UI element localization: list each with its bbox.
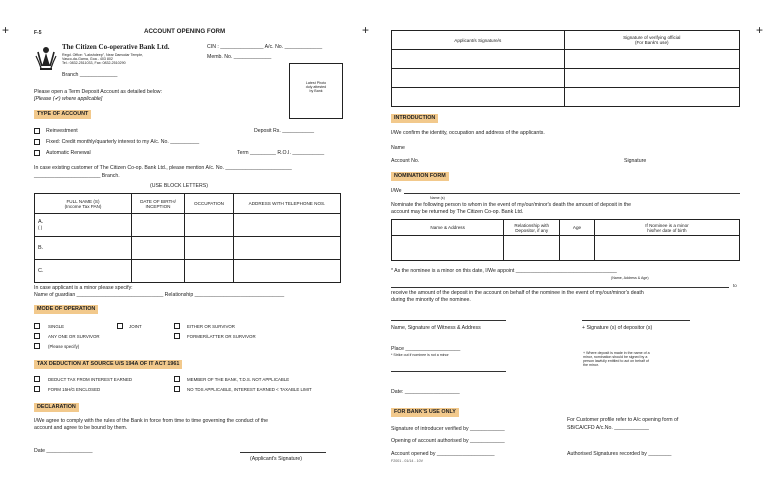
table-row: [392, 69, 740, 88]
th-verifying-official: Signature of verifying official (For Bank's use): [564, 31, 740, 50]
th-occupation: OCCUPATION: [185, 194, 234, 214]
applicant-signature-label: (Applicant's Signature): [250, 456, 303, 462]
crop-mark-right: +: [756, 23, 764, 37]
specify-label: (Please specify): [48, 344, 80, 349]
notds-checkbox[interactable]: [174, 386, 180, 392]
either-checkbox[interactable]: [174, 323, 180, 329]
single-label: SINGLE: [48, 324, 65, 329]
form-code: F-5: [34, 30, 42, 36]
name-address-age-label: (Name, Address & Age): [611, 276, 649, 280]
right-date-field[interactable]: Date: ___________________: [391, 389, 460, 395]
th-age: Age: [560, 220, 595, 236]
single-checkbox[interactable]: [34, 323, 40, 329]
declaration-line-2: account and agree to be bound by them.: [34, 425, 128, 431]
nominator-name-line[interactable]: [404, 193, 740, 194]
existing-customer-2: _______________________ Branch.: [34, 173, 120, 179]
joint-checkbox[interactable]: [117, 323, 123, 329]
th-full-name: FULL NAME (S) (Income Tax PAN): [35, 194, 132, 214]
reinvestment-label: Reinvestment: [46, 128, 78, 134]
former-label: FORMER/LATTER OR SURVIVOR: [187, 334, 256, 339]
table-row: [35, 260, 341, 283]
table-row: [35, 237, 341, 260]
intro-signature-label: Signature: [624, 158, 647, 164]
applicants-table: [34, 193, 341, 283]
photo-text-1: Latest Photo: [305, 81, 327, 85]
fixed-label: Fixed: Credit monthly/quarterly interest to my A/c. No. __________: [46, 139, 200, 145]
intro-account-no-label: Account No.: [391, 158, 420, 164]
mode-of-operation-header: MODE OF OPERATION: [34, 305, 98, 314]
reinvestment-checkbox[interactable]: [34, 128, 40, 134]
minor-note-3: person lawfully entitled to act on behalf of: [583, 359, 649, 363]
date-field[interactable]: Date ________________: [34, 448, 93, 454]
fixed-checkbox[interactable]: [34, 139, 40, 145]
witness-signature-line[interactable]: [391, 320, 506, 321]
introduction-header: INTRODUCTION: [391, 114, 438, 123]
notds-label: NO TDS APPLICABLE, INTEREST EARNED < TAXABLE LIMIT: [187, 387, 312, 392]
intro-line-2: [Please (✔) where applicable]: [34, 96, 103, 102]
row-a-paren: ( ): [38, 225, 43, 230]
bank-address-2: Vasco-da-Gama, Goa - 403 802: [62, 57, 113, 61]
receive-line-2: during the minority of the nominee.: [391, 297, 471, 303]
anyone-label: ANY ONE OR SURVIVOR: [48, 334, 100, 339]
introduction-text: I/We confirm the identity, occupation and address of the applicants.: [391, 130, 545, 136]
row-label-a: A.: [38, 219, 44, 225]
intro-name-label: Name: [391, 145, 405, 151]
applicant-signature-line[interactable]: [240, 452, 326, 453]
name-s-label: Name (s): [430, 196, 445, 200]
minor-note-1: + Where deposit is made in the name of a: [583, 351, 650, 355]
bank-phone: Tel.: 0832-2511033, Fax: 0832-2510290: [62, 61, 126, 65]
deposit-rs-field[interactable]: Deposit Rs. ___________: [254, 128, 314, 134]
nominate-line-1: Nominate the following person to whom in the event of my/our/minor's death the amount of deposit in the: [391, 202, 632, 208]
deduct-label: DEDUCT TAX FROM INTEREST EARNED: [48, 377, 133, 382]
account-opened-field[interactable]: Account opened by ____________________: [391, 451, 495, 457]
type-of-account-header: TYPE OF ACCOUNT: [34, 110, 91, 119]
bank-name: The Citizen Co-operative Bank Ltd.: [62, 43, 170, 51]
crop-mark-center: +: [362, 23, 370, 37]
auth-signatures-field[interactable]: Authorised Signatures recorded by ________: [567, 451, 672, 457]
th-minor-dob: If Nominee is a minor his/her date of birth: [594, 220, 739, 236]
table-row: [392, 50, 740, 69]
th-name-address: Name & Address: [392, 220, 504, 236]
minor-appoint-text: * As the nominee is a minor on this date, I/We appoint ___________________________________: [391, 268, 617, 274]
row-label-b[interactable]: B.: [35, 237, 132, 260]
guardian-name-line[interactable]: [391, 287, 729, 288]
row-label-c[interactable]: C.: [35, 260, 132, 283]
photo-text-3: by Bank: [309, 89, 323, 93]
footer-code: F2001 - 01/14 - 10V: [391, 459, 423, 463]
bank-logo: [34, 42, 58, 72]
photo-box: [289, 63, 343, 119]
deduct-checkbox[interactable]: [34, 376, 40, 382]
nominate-line-2: account may be returned by The Citizen Co-op. Bank Ltd.: [391, 209, 524, 215]
receive-line-1: receive the amount of the deposit in the account on behalf of the nominee in the event of my/our/minor's death: [391, 290, 644, 296]
signature-table: [391, 30, 740, 107]
either-label: EITHER OR SURVIVOR: [187, 324, 235, 329]
to-label: to: [733, 283, 737, 288]
intro-line-1: Please open a Term Deposit Account as detailed below:: [34, 89, 162, 95]
minor-note-2: minor, nomination should be signed by a: [583, 355, 648, 359]
table-row: [392, 236, 740, 261]
form15-checkbox[interactable]: [34, 386, 40, 392]
branch-field[interactable]: Branch _____________: [62, 72, 118, 78]
declaration-header: DECLARATION: [34, 403, 79, 412]
nominee-table: [391, 219, 740, 261]
photo-text-2: duly attested: [305, 85, 327, 89]
th-applicant-signatures: Applicant/s Signature/s: [392, 31, 565, 50]
witness-label: Name, Signature of Witness & Address: [391, 325, 481, 331]
witness-address-line[interactable]: [391, 371, 506, 372]
cin-field[interactable]: CIN : _______________ A/c. No. _____________: [207, 44, 323, 50]
introducer-verified-field[interactable]: Signature of introducer verified by ____________: [391, 426, 505, 432]
form-title: ACCOUNT OPENING FORM: [144, 28, 226, 35]
depositor-signature-label: + Signature (s) of depositor (s): [582, 325, 653, 331]
former-checkbox[interactable]: [174, 333, 180, 339]
term-roi-field[interactable]: Term _________ R.O.I. ___________: [237, 150, 325, 156]
bank-use-header: FOR BANK'S USE ONLY: [391, 408, 459, 417]
auto-renewal-checkbox[interactable]: [34, 150, 40, 156]
minor-note-4: the minor.: [583, 363, 599, 367]
guardian-field[interactable]: Name of guardian ______________________________ Relationship _______________________________: [34, 292, 285, 298]
place-field[interactable]: Place ___________________: [391, 346, 461, 352]
customer-profile-2[interactable]: SB/CA/CFD A/c.No. ____________: [567, 425, 649, 431]
existing-customer-1: In case existing customer of The Citizen Co-op. Bank Ltd., please mention A/c. No. _______________________: [34, 165, 292, 171]
member-checkbox[interactable]: [174, 376, 180, 382]
bank-address-1: Regd. Office: "Lakshdeep", Near Damodar Temple,: [62, 53, 144, 57]
crop-mark-left: +: [2, 23, 10, 37]
customer-profile-1: For Customer profile refer to A/c opening form of: [567, 417, 679, 423]
iwe-label: I/We: [391, 188, 402, 194]
form15-label: FORM 15H/G ENCLOSED: [48, 387, 101, 392]
memb-field[interactable]: Memb. No. _____________: [207, 54, 272, 60]
table-row: [35, 214, 341, 237]
th-relationship: Relationship with Depositor, if any: [504, 220, 560, 236]
block-letters-note: (USE BLOCK LETTERS): [150, 183, 208, 189]
specify-checkbox[interactable]: [34, 343, 40, 349]
tds-header: TAX DEDUCTION AT SOURCE U/S 194A OF IT ACT 1961: [34, 360, 182, 369]
declaration-line-1: I/We agree to comply with the rules of the Bank in force from time to time governing the conduct of the: [34, 418, 269, 424]
minor-line-1: In case applicant is a minor please specify:: [34, 285, 133, 291]
strike-note: * Strike out if nominee is not a minor: [391, 353, 449, 357]
th-dob: DATE OF BIRTH/ INCEPTION: [132, 194, 185, 214]
nomination-header: NOMINATION FORM: [391, 172, 449, 181]
joint-label: JOINT: [129, 324, 142, 329]
depositor-signature-line[interactable]: [582, 320, 690, 321]
table-row: [392, 88, 740, 107]
th-address: ADDRESS WITH TELEPHONE NOS.: [234, 194, 341, 214]
anyone-checkbox[interactable]: [34, 333, 40, 339]
opening-authorised-field[interactable]: Opening of account authorised by ____________: [391, 438, 505, 444]
member-label: MEMBER OF THE BANK, T.D.S. NOT APPLICABLE: [187, 377, 290, 382]
auto-renewal-label: Automatic Renewal: [46, 150, 91, 156]
